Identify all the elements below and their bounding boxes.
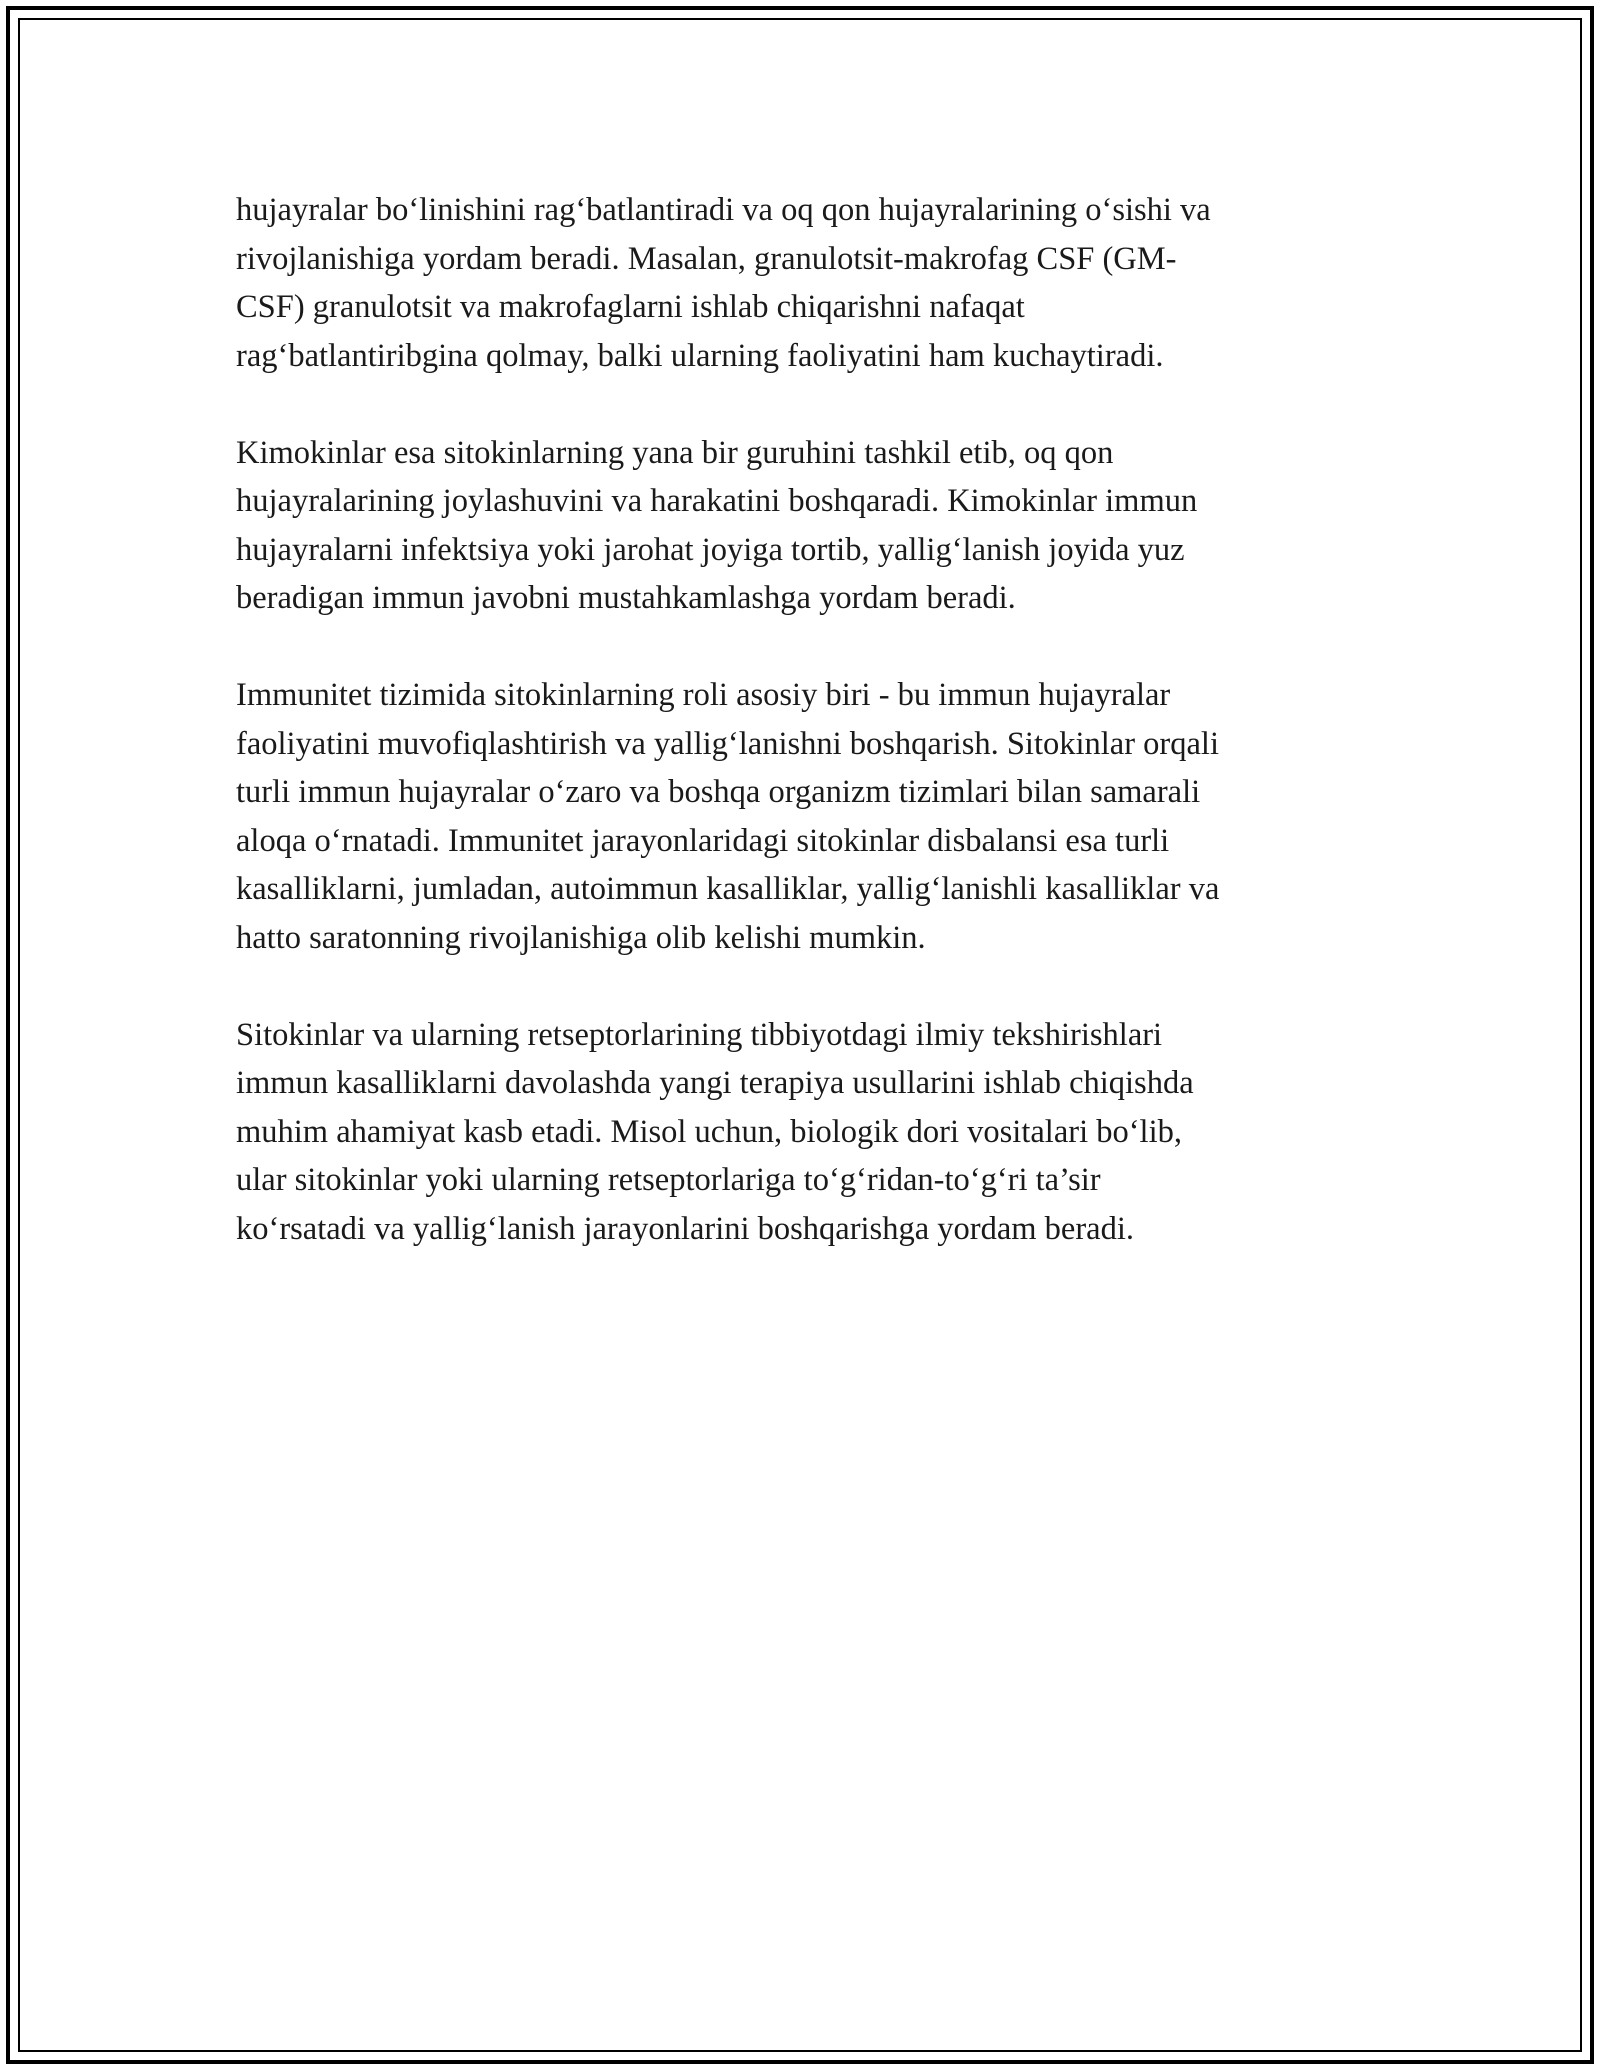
- text-line: ko‘rsatadi va yallig‘lanish jarayonlarini boshqarishga yordam beradi.: [236, 1210, 1134, 1247]
- paragraph-4: [236, 1011, 1366, 1254]
- text-line: Immunitet tizimida sitokinlarning roli asosiy biri - bu immun hujayralar: [236, 677, 1171, 713]
- text-line: rag‘batlantiribgina qolmay, balki ularning faoliyatini ham kuchaytiradi.: [236, 337, 1164, 374]
- paragraph-2: [236, 429, 1366, 623]
- text-line: hujayralarni infektsiya yoki jarohat joyiga tortib, yallig‘lanish joyida yuz: [236, 531, 1185, 568]
- text-line: ular sitokinlar yoki ularning retseptorlariga to‘g‘ridan-to‘g‘ri ta’sir: [236, 1162, 1101, 1198]
- text-line: beradigan immun javobni mustahkamlashga yordam beradi.: [236, 580, 1016, 616]
- text-line: turli immun hujayralar o‘zaro va boshqa organizm tizimlari bilan samarali: [236, 774, 1201, 810]
- paragraph-1: [236, 186, 1366, 380]
- document-body: [236, 186, 1366, 1302]
- text-line: CSF) granulotsit va makrofaglarni ishlab chiqarishni nafaqat: [236, 289, 1025, 325]
- text-line: hujayralar bo‘linishini rag‘batlantiradi va oq qon hujayralarining o‘sishi va: [236, 192, 1211, 228]
- paragraph-3: [236, 671, 1366, 962]
- text-line: hujayralarining joylashuvini va harakatini boshqaradi. Kimokinlar immun: [236, 483, 1198, 519]
- text-line: immun kasalliklarni davolashda yangi terapiya usullarini ishlab chiqishda: [236, 1065, 1194, 1101]
- text-line: Sitokinlar va ularning retseptorlarining tibbiyotdagi ilmiy tekshirishlari: [236, 1016, 1163, 1053]
- text-line: aloqa o‘rnatadi. Immunitet jarayonlaridagi sitokinlar disbalansi esa turli: [236, 822, 1170, 859]
- text-line: faoliyatini muvofiqlashtirish va yallig‘lanishni boshqarish. Sitokinlar orqali: [236, 725, 1219, 762]
- text-line: muhim ahamiyat kasb etadi. Misol uchun, biologik dori vositalari bo‘lib,: [236, 1113, 1182, 1150]
- text-line: kasalliklarni, jumladan, autoimmun kasalliklar, yallig‘lanishli kasalliklar va: [236, 871, 1220, 907]
- text-line: hatto saratonning rivojlanishiga olib kelishi mumkin.: [236, 919, 926, 956]
- text-line: Kimokinlar esa sitokinlarning yana bir guruhini tashkil etib, oq qon: [236, 434, 1114, 471]
- text-line: rivojlanishiga yordam beradi. Masalan, granulotsit-makrofag CSF (GM-: [236, 240, 1177, 277]
